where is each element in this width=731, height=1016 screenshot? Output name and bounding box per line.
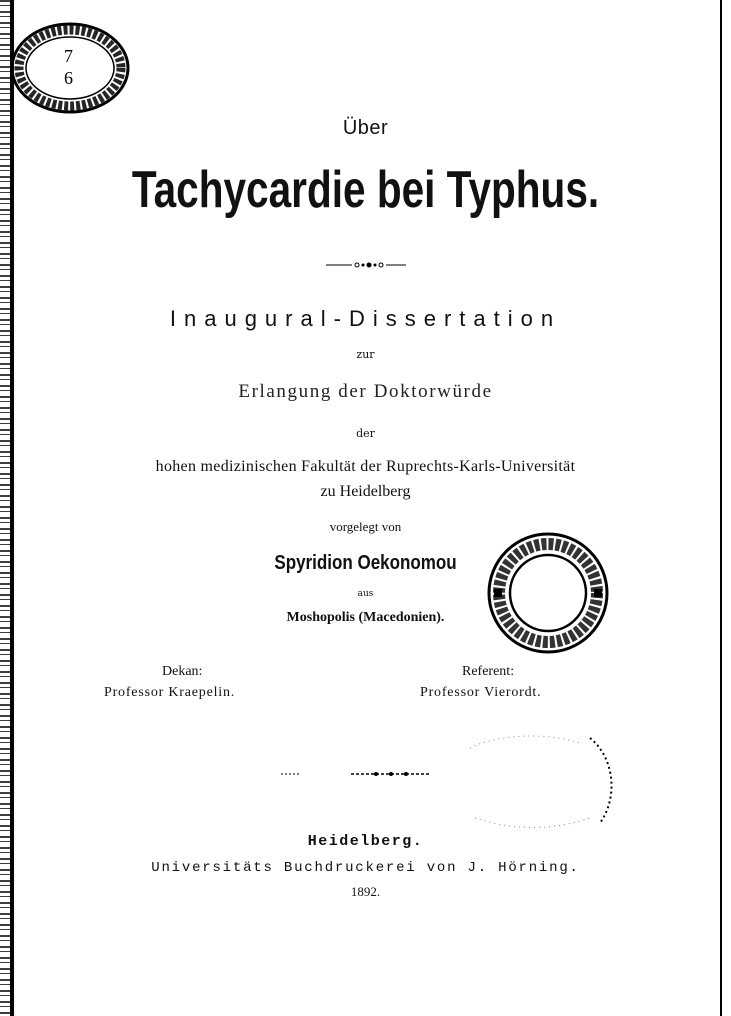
library-stamp [6,18,136,118]
ornament-divider-bottom [0,764,731,783]
ornament-icon [281,769,451,779]
purpose-line: Erlangung der Doktorwürde [238,381,493,402]
author-name: Spyridion Oekonomou [274,552,457,574]
ornament-divider [0,258,731,271]
referee-label: Referent: [462,664,515,679]
author-origin: Moshopolis (Macedonien). [286,610,445,625]
title-prefix: Über [342,117,389,139]
faded-stamp [440,728,620,838]
faculty-line-2: zu Heidelberg [320,483,411,500]
presented-by: vorgelegt von [329,519,402,534]
publisher-city: Heidelberg. [307,833,424,850]
dean-name: Professor Kraepelin. [104,685,236,700]
dean-label: Dekan: [162,664,203,679]
ornament-icon [326,260,406,270]
page-title: Tachycardie bei Typhus. [131,161,600,219]
connector-aus: aus [357,589,374,599]
connector-der: der [356,427,375,440]
publisher-printer: Universitäts Buchdruckerei von J. Hörning. [151,860,580,876]
stamp-number-2: 6 [64,68,73,88]
faculty-line-1: hohen medizinischen Fakultät der Ruprechts-Karls-Universität [155,458,576,475]
subtitle: Inaugural-Dissertation [169,306,562,331]
stamp-number-1: 7 [64,46,73,66]
referee-name: Professor Vierordt. [420,685,542,700]
connector-zur: zur [356,348,375,361]
publication-year: 1892. [350,884,381,899]
academy-stamp [482,527,616,657]
